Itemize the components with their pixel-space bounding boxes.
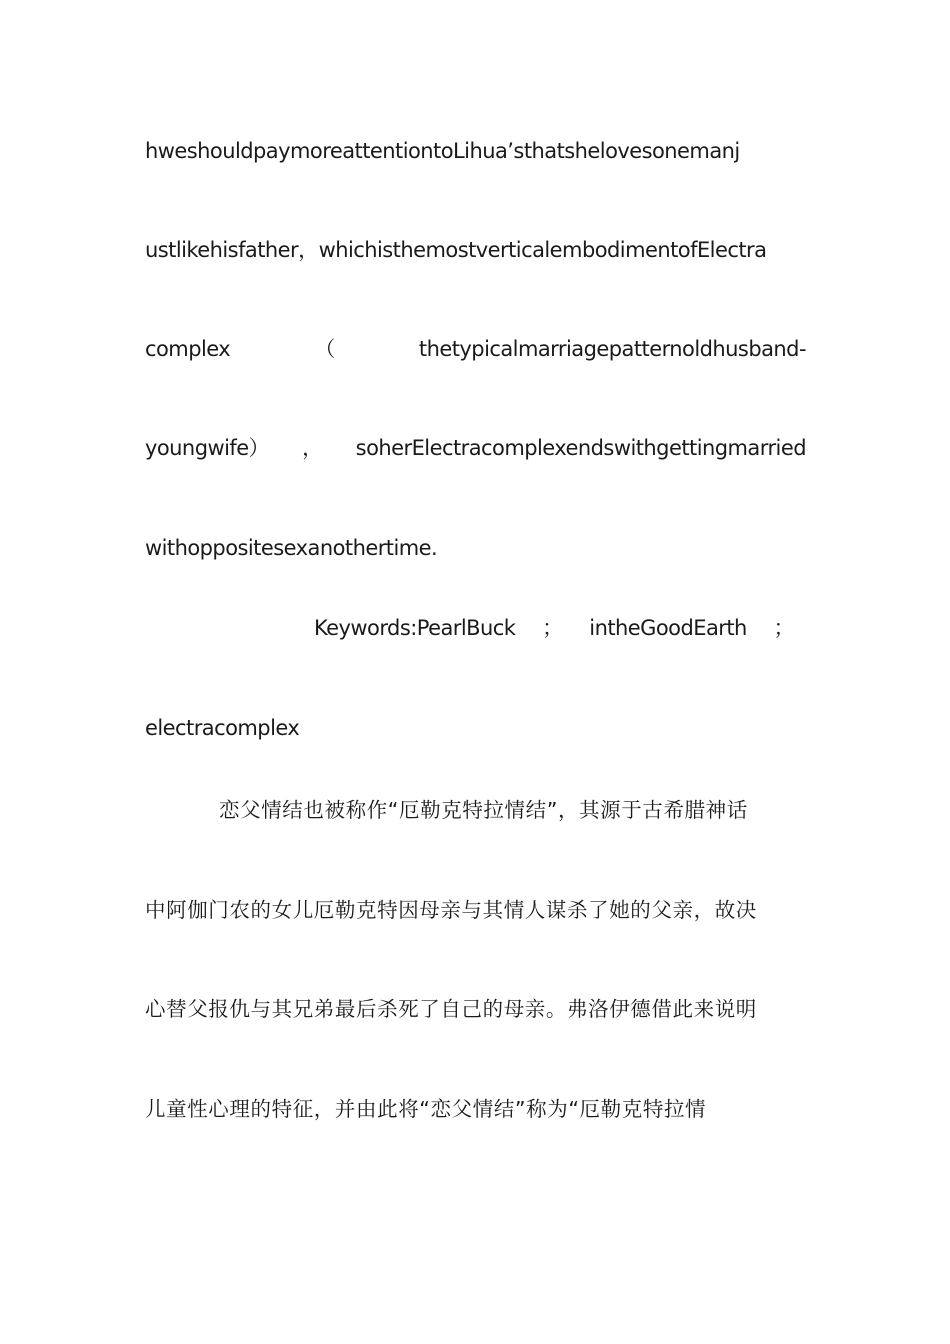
- abstract-line-3-paren: （: [314, 337, 335, 361]
- abstract-line-3-rest: thetypicalmarriagepatternoldhusband-: [418, 337, 806, 361]
- abstract-line-4-rest: soherElectracomplexendswithgettingmarried: [355, 436, 806, 460]
- abstract-line-1: hweshouldpaymoreattentiontoLihua’sthatshelovesonemanj: [145, 139, 740, 163]
- abstract-line-4: [145, 434, 806, 462]
- abstract-line-2: ustlikehisfather，whichisthemostverticalembodimentofElectra: [145, 238, 767, 262]
- abstract-line-3-word: complex: [145, 337, 231, 361]
- abstract-line-3: [145, 335, 806, 363]
- body-line-3: 心替父报仇与其兄弟最后杀死了自己的母亲。弗洛伊德借此来说明: [145, 997, 757, 1021]
- body-line-4: 儿童性心理的特征，并由此将“恋父情结”称为“厄勒克特拉情: [145, 1097, 707, 1121]
- keywords-label: Keywords:PearlBuck: [314, 616, 516, 640]
- body-line-2: 中阿伽门农的女儿厄勒克特因母亲与其情人谋杀了她的父亲，故决: [145, 898, 757, 922]
- abstract-line-5: withoppositesexanothertime.: [145, 536, 438, 560]
- keywords-separator-2: ；: [773, 616, 794, 640]
- keywords-line: [314, 614, 794, 642]
- body-line-1: 恋父情结也被称作“厄勒克特拉情结”，其源于古希腊神话: [219, 798, 748, 822]
- abstract-line-4-comma: ，: [302, 436, 323, 460]
- keywords-item-3: electracomplex: [145, 716, 300, 740]
- keywords-item-2: intheGoodEarth: [589, 616, 747, 640]
- keywords-separator-1: ；: [542, 616, 563, 640]
- abstract-line-4-word: youngwife）: [145, 436, 270, 460]
